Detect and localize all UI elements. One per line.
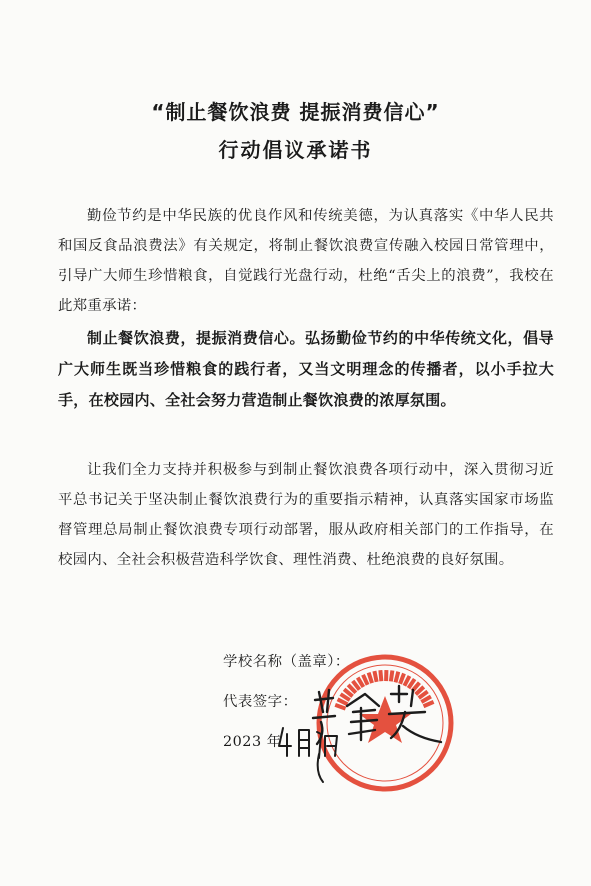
representative-signature-label: 代表签字： — [223, 694, 298, 710]
date-text: 2023 年 — [223, 734, 282, 750]
handwritten-date — [275, 716, 355, 786]
paragraph-action: 让我们全力支持并积极参与到制止餐饮浪费各项行动中，深入贯彻习近平总书记关于坚决制止餐饮浪费行为的重要指示精神，认真落实国家市场监督管理总局制止餐饮浪费专项行动部署，服从政府相关部门的工作指导，在校园内、全社会积极营造科学饮食、理性消费、杜绝浪费的良好氛围。 — [58, 462, 554, 568]
paragraph-intro: 勤俭节约是中华民族的优良作风和传统美德，为认真落实《中华人民共和国反食品浪费法》有关规定，将制止餐饮浪费宣传融入校园日常管理中，引导广大师生珍惜粮食，自觉践行光盘行动，杜绝“舌尖上的浪费”，我校在此郑重承诺： — [58, 208, 554, 314]
document-title-line2: 行动倡议承诺书 — [218, 138, 373, 162]
document-title-line1: “制止餐饮浪费 提振消费信心” — [151, 100, 440, 124]
paragraph-commitment: 制止餐饮浪费，提振消费信心。弘扬勤俭节约的中华传统文化，倡导广大师生既当珍惜粮食的践行者，又当文明理念的传播者，以小手拉大手，在校园内、全社会努力营造制止餐饮浪费的浓厚氛围。 — [58, 329, 554, 409]
school-name-label: 学校名称（盖章）： — [223, 654, 350, 670]
